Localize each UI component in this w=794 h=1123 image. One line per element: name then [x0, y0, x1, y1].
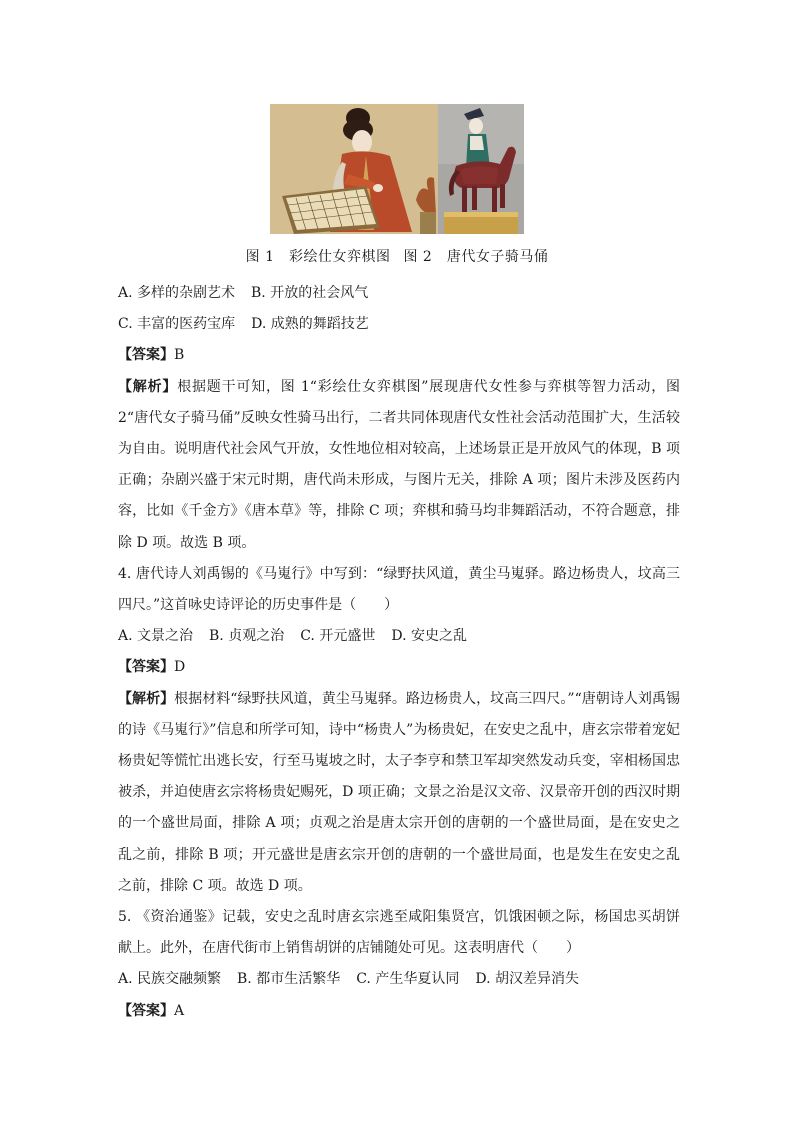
analysis-label: 【解析】	[118, 690, 175, 707]
q4-option-b: B. 贞观之治	[209, 628, 285, 645]
q3-option-a: A. 多样的杂剧艺术	[118, 285, 236, 301]
answer-value: A	[174, 1002, 185, 1019]
q5-option-a: A. 民族交融频繁	[118, 971, 222, 988]
q3-answer	[118, 340, 680, 371]
figurine-image	[438, 104, 524, 234]
painting-image	[270, 104, 438, 234]
q4-analysis	[118, 684, 680, 902]
q4-answer	[118, 652, 680, 683]
answer-label: 【答案】	[118, 659, 174, 676]
answer-value: B	[174, 347, 185, 364]
answer-label: 【答案】	[118, 347, 174, 364]
q5-answer	[118, 996, 680, 1027]
q4-option-d: D. 安史之乱	[391, 628, 467, 645]
figure-1-caption: 图 1 彩绘仕女弈棋图	[245, 249, 391, 265]
q5-option-c: C. 产生华夏认同	[356, 971, 460, 988]
q4-option-a: A. 文景之治	[118, 628, 194, 645]
answer-label: 【答案】	[118, 1002, 174, 1019]
analysis-text: 根据题干可知，图 1“彩绘仕女弈棋图”展现唐代女性参与弈棋等智力活动，图 2“唐代女子骑马俑”反映女性骑马出行，二者共同体现唐代女性社会活动范围扩大，生活较为自由。说明唐代社会风气开放，女性地位相对较高，上述场景正是开放风气的体现，B 项正确；杂剧兴盛于宋元时期，唐代尚未形成，与图片无关，排除 A 项；图片未涉及医药内容，比如《千金方》《唐本草》等，排除 C 项；弈棋和骑马均非舞蹈活动，不符合题意，排除 D 项。故选 B 项。	[118, 378, 681, 551]
analysis-text: 根据材料“绿野扶风道，黄尘马嵬驿。路边杨贵人，坟高三四尺。”“唐朝诗人刘禹锡的诗《马嵬行》”信息和所学可知，诗中“杨贵人”为杨贵妃，在安史之乱中，唐玄宗带着宠妃杨贵妃等慌忙出逃长安，行至马嵬坡之时，太子李亨和禁卫军却突然发动兵变，宰相杨国忠被杀，并迫使唐玄宗将杨贵妃赐死，D 项正确；文景之治是汉文帝、汉景帝开创的西汉时期的一个盛世局面，排除 A 项；贞观之治是唐太宗开创的唐朝的一个盛世局面，是在安史之乱之前，排除 B 项；开元盛世是唐玄宗开创的唐朝的一个盛世局面，也是发生在安史之乱之前，排除 C 项。故选 D 项。	[118, 690, 680, 894]
analysis-label: 【解析】	[118, 378, 178, 395]
q4-stem: 4. 唐代诗人刘禹锡的《马嵬行》中写到：“绿野扶风道，黄尘马嵬驿。路边杨贵人，坟高三四尺。”这首咏史诗评论的历史事件是（ ）	[118, 565, 680, 614]
q3-options-row-2	[118, 309, 680, 340]
figure-row	[270, 104, 524, 234]
document-body	[118, 278, 680, 1027]
q3-option-d: D. 成熟的舞蹈技艺	[251, 316, 369, 333]
q4-option-c: C. 开元盛世	[300, 628, 376, 645]
q3-option-b: B. 开放的社会风气	[251, 285, 369, 301]
q5-option-d: D. 胡汉差异消失	[475, 971, 579, 988]
q3-option-c: C. 丰富的医药宝库	[118, 316, 236, 333]
figure-2-caption: 图 2 唐代女子骑马俑	[403, 249, 549, 265]
q4-options	[118, 621, 680, 652]
q3-options-row-1	[118, 278, 680, 309]
figure-caption	[0, 246, 794, 266]
q5-option-b: B. 都市生活繁华	[237, 971, 341, 988]
answer-value: D	[174, 659, 186, 676]
q5-stem: 5. 《资治通鉴》记载，安史之乱时唐玄宗逃至咸阳集贤宫，饥饿困顿之际，杨国忠买胡饼献上。此外，在唐代街市上销售胡饼的店铺随处可见。这表明唐代（ ）	[118, 909, 680, 957]
q5-options	[118, 964, 680, 995]
q3-analysis	[118, 372, 680, 559]
